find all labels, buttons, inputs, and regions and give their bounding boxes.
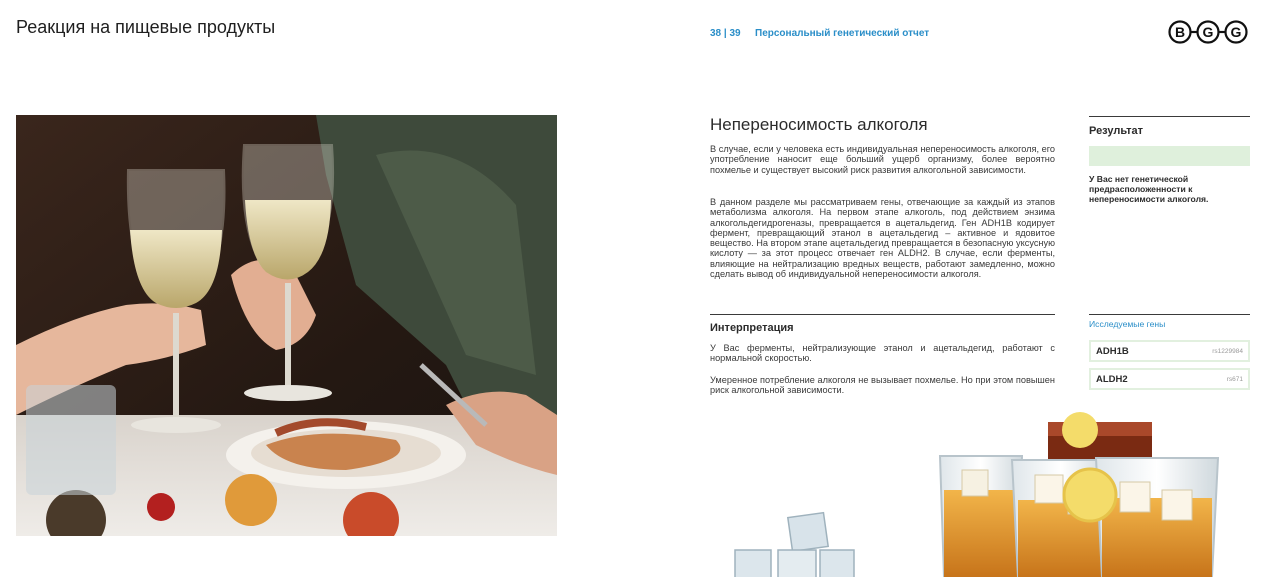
result-title: Результат [1089, 125, 1144, 137]
dinner-wine-photo [16, 115, 557, 536]
logo-letter-g2: G [1230, 24, 1242, 40]
interpretation-divider [710, 314, 1055, 315]
gene-rs-id: rs1229984 [1212, 348, 1243, 355]
gene-name: ADH1B [1096, 346, 1129, 357]
result-text: У Вас нет генетической предрасположенности к непереносимости алкоголя. [1089, 174, 1209, 204]
section-title: Непереносимость алкоголя [710, 115, 928, 134]
gene-name: ALDH2 [1096, 374, 1128, 385]
report-name: Персональный генетический отчет [755, 28, 930, 39]
page-title: Реакция на пищевые продукты [16, 17, 276, 37]
whisky-glasses-image [700, 400, 1260, 577]
interpretation-title: Интерпретация [710, 322, 794, 334]
logo-letter-g1: G [1202, 24, 1214, 40]
genes-divider [1089, 314, 1250, 315]
interpretation-paragraph-1: У Вас ферменты, нейтрализующие этанол и ацетальдегид, работают с нормальной скоростью. [710, 343, 1055, 364]
gene-card-aldh2 [1089, 368, 1250, 390]
interpretation-paragraph-2: Умеренное потребление алкоголя не вызывает похмелье. Но при этом повышен риск алкогольной зависимости. [710, 375, 1055, 396]
gene-rs-id: rs671 [1226, 376, 1243, 383]
genes-title: Исследуемые гены [1089, 319, 1166, 329]
result-indicator-bar [1089, 146, 1250, 166]
intro-paragraph: В случае, если у человека есть индивидуальная непереносимость алкоголя, его употребление наносит еще больший ущерб организму, более вероятно похмелье и существует высокий риск развития алкогольной зависимости. [710, 144, 1055, 175]
metabolism-paragraph: В данном разделе мы рассматриваем гены, отвечающие за каждый из этапов метаболизма алкоголя. На первом этапе алкоголь, под действием энзима алкогольдегидрогеназы, превращается в ацетальдегид. Ген ADH1B кодирует фермент, превращающий этанол в ацетальдегид – активное и ядовитое вещество. На втором этапе ацетальдегид превращается в безопасную уксусную кислоту — за этот процесс отвечает ген ALDH2. В случае, если ферменты, влияющие на нейтрализацию вредных веществ, работают замедленно, можно сделать вывод об индивидуальной непереносимости алкоголя. [710, 197, 1055, 280]
bgg-logo [1166, 19, 1250, 45]
gene-card-adh1b [1089, 340, 1250, 362]
result-divider [1089, 116, 1250, 117]
logo-letter-b: B [1174, 24, 1186, 40]
page-numbers: 38 | 39 [710, 28, 741, 39]
ice-cubes [735, 513, 854, 577]
